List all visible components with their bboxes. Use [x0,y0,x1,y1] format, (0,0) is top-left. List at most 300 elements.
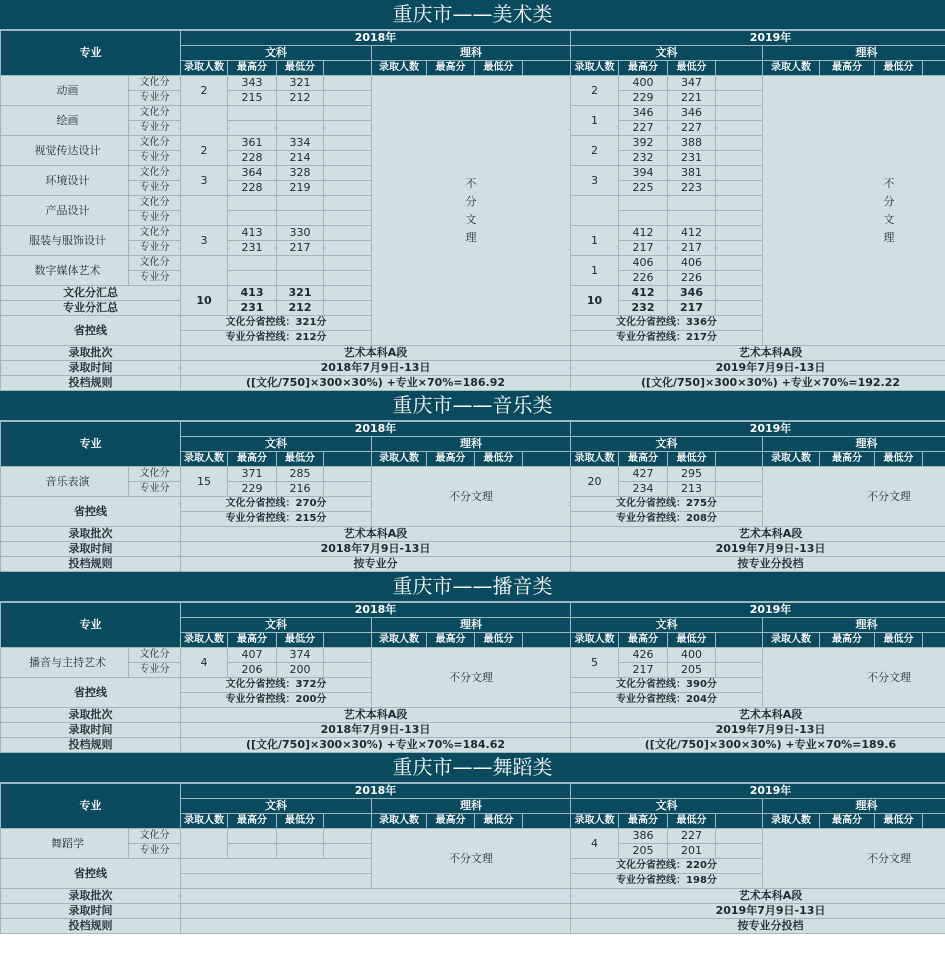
blank-cell [324,136,372,151]
label-control: 省控线 [1,497,181,527]
culture-min-2018 [277,106,324,121]
blank-cell [324,166,372,181]
label-batch: 录取批次 [1,708,181,723]
sub-label-prof: 专业分 [129,211,181,226]
label-batch: 录取批次 [1,889,181,904]
culture-max-2019: 392 [619,136,668,151]
blank-cell [324,181,372,196]
section-0 [0,0,945,391]
prof-min-2019: 213 [668,482,716,497]
enroll-2018 [181,106,228,136]
culture-min-2019 [668,196,716,211]
not-split-char: 分 [883,194,895,208]
section-2 [0,572,945,753]
prof-max-2018: 228 [228,151,277,166]
not-split-char: 文 [465,212,477,226]
header-min: 最低分 [875,452,923,467]
not-split-2018 [372,76,571,346]
table-row [1,648,945,663]
header-enroll: 录取人数 [571,61,619,76]
prof-max-2019: 234 [619,482,668,497]
culture-min-2019: 381 [668,166,716,181]
section-title: 重庆市——舞蹈类 [0,753,945,783]
header-min: 最低分 [875,633,923,648]
batch-2018 [181,889,571,904]
prof-max-2018: 228 [228,181,277,196]
control-prof-2018: 专业分省控线：215分 [181,512,372,527]
prof-min-2019: 221 [668,91,716,106]
culture-max-2018 [228,829,277,844]
header-max: 最高分 [228,633,277,648]
sub-label-prof: 专业分 [129,482,181,497]
sum-prof-min-2019: 217 [668,301,716,316]
prof-max-2018 [228,844,277,859]
header-max: 最高分 [820,452,875,467]
header-wen: 文科 [181,46,372,61]
label-time: 录取时间 [1,904,181,919]
time-2018: 2018年7月9日-13日 [181,542,571,557]
header-enroll: 录取人数 [181,452,228,467]
batch-2018: 艺术本科A段 [181,527,571,542]
not-split-char: 分 [465,194,477,208]
sub-label-culture: 文化分 [129,648,181,663]
header-major: 专业 [1,784,181,829]
header-max: 最高分 [619,452,668,467]
header-enroll: 录取人数 [372,452,427,467]
header-enroll: 录取人数 [571,452,619,467]
rule-2019: 按专业分投档 [571,919,945,934]
blank-cell [716,121,763,136]
blank-cell [324,241,372,256]
prof-max-2019: 226 [619,271,668,286]
major-name: 舞蹈学 [1,829,129,859]
sub-label-prof: 专业分 [129,181,181,196]
time-2019: 2019年7月9日-13日 [571,904,945,919]
not-split-char: 不 [883,176,895,190]
culture-min-2018: 330 [277,226,324,241]
header-enroll: 录取人数 [181,633,228,648]
sum-culture-min-2019: 346 [668,286,716,301]
culture-max-2019: 427 [619,467,668,482]
sub-label-culture: 文化分 [129,106,181,121]
culture-max-2018: 361 [228,136,277,151]
prof-min-2018 [277,844,324,859]
header-blank [523,61,571,76]
enroll-2019 [571,196,619,226]
not-split-2019: 不分文理 [763,467,945,527]
prof-min-2019: 227 [668,121,716,136]
header-max: 最高分 [427,452,475,467]
rule-2018: ([文化/750]×300×30%) +专业×70%=186.92 [181,376,571,391]
sub-label-culture: 文化分 [129,256,181,271]
header-max: 最高分 [427,61,475,76]
enroll-2019: 5 [571,648,619,678]
header-blank [923,633,945,648]
prof-max-2018 [228,211,277,226]
blank-cell [716,467,763,482]
score-table [0,421,945,572]
header-blank [923,61,945,76]
blank-cell [716,482,763,497]
sum-prof-max-2019: 232 [619,301,668,316]
blank-cell [716,181,763,196]
header-major: 专业 [1,422,181,467]
prof-min-2019: 217 [668,241,716,256]
table-row [1,467,945,482]
header-enroll: 录取人数 [763,61,820,76]
prof-min-2019: 201 [668,844,716,859]
not-split-char: 不 [465,176,477,190]
sum-culture-min-2018: 321 [277,286,324,301]
culture-min-2018: 321 [277,76,324,91]
blank-cell [716,226,763,241]
header-wen: 文科 [181,618,372,633]
blank-cell [716,301,763,316]
rule-2019: ([文化/750]×300×30%) +专业×70%=192.22 [571,376,945,391]
control-culture-2018: 文化分省控线：372分 [181,678,372,693]
blank-cell [324,196,372,211]
prof-max-2018 [228,121,277,136]
header-blank [324,452,372,467]
header-max: 最高分 [427,814,475,829]
control-culture-2019: 文化分省控线：220分 [571,859,763,874]
sub-label-culture: 文化分 [129,196,181,211]
header-year-2019: 2019年 [571,784,945,799]
culture-max-2018: 364 [228,166,277,181]
sub-label-culture: 文化分 [129,467,181,482]
blank-cell [716,829,763,844]
prof-max-2018: 215 [228,91,277,106]
blank-cell [324,286,372,301]
major-name: 产品设计 [1,196,129,226]
prof-min-2019: 205 [668,663,716,678]
header-blank [716,814,763,829]
blank-cell [716,166,763,181]
culture-max-2018 [228,106,277,121]
header-wen: 文科 [571,618,763,633]
prof-min-2018: 214 [277,151,324,166]
culture-min-2019: 346 [668,106,716,121]
culture-max-2018 [228,196,277,211]
prof-min-2019: 223 [668,181,716,196]
prof-max-2019: 225 [619,181,668,196]
enroll-2019: 1 [571,226,619,256]
blank-cell [324,91,372,106]
label-batch: 录取批次 [1,527,181,542]
section-title: 重庆市——音乐类 [0,391,945,421]
prof-min-2018: 200 [277,663,324,678]
control-culture-2018 [181,859,372,874]
control-prof-2018 [181,874,372,889]
culture-min-2018 [277,256,324,271]
header-enroll: 录取人数 [372,633,427,648]
header-min: 最低分 [668,814,716,829]
blank-cell [324,648,372,663]
blank-cell [716,76,763,91]
blank-cell [324,121,372,136]
header-min: 最低分 [875,814,923,829]
batch-2018: 艺术本科A段 [181,346,571,361]
header-major: 专业 [1,31,181,76]
header-li: 理科 [372,46,571,61]
section-title: 重庆市——美术类 [0,0,945,30]
sub-label-culture: 文化分 [129,829,181,844]
culture-max-2019: 406 [619,256,668,271]
header-enroll: 录取人数 [372,61,427,76]
rule-2019: 按专业分投档 [571,557,945,572]
culture-min-2018 [277,829,324,844]
culture-min-2019: 400 [668,648,716,663]
prof-min-2018 [277,121,324,136]
not-split-2019: 不分文理 [763,648,945,708]
control-prof-2019: 专业分省控线：208分 [571,512,763,527]
prof-min-2018: 212 [277,91,324,106]
not-split-char: 理 [465,230,477,244]
header-year-2018: 2018年 [181,422,571,437]
major-name: 绘画 [1,106,129,136]
major-name: 服装与服饰设计 [1,226,129,256]
header-wen: 文科 [571,46,763,61]
batch-2019: 艺术本科A段 [571,527,945,542]
blank-cell [324,151,372,166]
culture-max-2018: 413 [228,226,277,241]
header-wen: 文科 [181,437,372,452]
control-culture-2019: 文化分省控线：275分 [571,497,763,512]
header-blank [324,814,372,829]
prof-max-2018: 231 [228,241,277,256]
header-min: 最低分 [875,61,923,76]
header-li: 理科 [372,799,571,814]
prof-min-2018 [277,211,324,226]
section-title: 重庆市——播音类 [0,572,945,602]
prof-min-2018: 219 [277,181,324,196]
blank-cell [324,829,372,844]
label-rule: 投档规则 [1,376,181,391]
sub-label-culture: 文化分 [129,76,181,91]
header-blank [716,452,763,467]
header-enroll: 录取人数 [181,61,228,76]
enroll-2018: 2 [181,136,228,166]
prof-max-2019: 229 [619,91,668,106]
header-min: 最低分 [277,814,324,829]
header-blank [923,452,945,467]
header-major: 专业 [1,603,181,648]
header-enroll: 录取人数 [181,814,228,829]
culture-min-2019: 406 [668,256,716,271]
section-3 [0,753,945,934]
not-split-2018: 不分文理 [372,648,571,708]
culture-max-2019 [619,196,668,211]
header-blank [324,61,372,76]
prof-max-2019: 217 [619,663,668,678]
culture-max-2018 [228,256,277,271]
prof-max-2019 [619,211,668,226]
culture-min-2018: 334 [277,136,324,151]
enroll-2019: 3 [571,166,619,196]
not-split-2018: 不分文理 [372,829,571,889]
enroll-2019: 1 [571,256,619,286]
control-culture-2019: 文化分省控线：390分 [571,678,763,693]
blank-cell [716,648,763,663]
enroll-2018 [181,196,228,226]
score-table [0,30,945,391]
blank-cell [716,136,763,151]
prof-max-2018 [228,271,277,286]
enroll-2019: 20 [571,467,619,497]
label-control: 省控线 [1,859,181,889]
sub-label-prof: 专业分 [129,151,181,166]
sub-label-culture: 文化分 [129,136,181,151]
enroll-2018: 15 [181,467,228,497]
header-min: 最低分 [475,452,523,467]
blank-cell [324,226,372,241]
blank-cell [716,151,763,166]
header-blank [716,61,763,76]
culture-max-2019: 346 [619,106,668,121]
label-rule: 投档规则 [1,738,181,753]
sum-culture-max-2019: 412 [619,286,668,301]
control-culture-2018: 文化分省控线：270分 [181,497,372,512]
culture-max-2019: 400 [619,76,668,91]
section-1 [0,391,945,572]
control-culture-2019: 文化分省控线：336分 [571,316,763,331]
header-min: 最低分 [277,61,324,76]
blank-cell [324,271,372,286]
label-rule: 投档规则 [1,919,181,934]
header-max: 最高分 [228,452,277,467]
header-year-2018: 2018年 [181,784,571,799]
header-blank [716,633,763,648]
culture-min-2018 [277,196,324,211]
header-wen: 文科 [181,799,372,814]
header-min: 最低分 [668,452,716,467]
prof-min-2019 [668,211,716,226]
header-min: 最低分 [475,814,523,829]
blank-cell [716,211,763,226]
header-year-2018: 2018年 [181,603,571,618]
sum-prof-min-2018: 212 [277,301,324,316]
time-2018: 2018年7月9日-13日 [181,723,571,738]
enroll-2018 [181,256,228,286]
label-rule: 投档规则 [1,557,181,572]
blank-cell [716,196,763,211]
table-row [1,829,945,844]
blank-cell [324,844,372,859]
sub-label-culture: 文化分 [129,166,181,181]
culture-max-2018: 371 [228,467,277,482]
prof-min-2019: 226 [668,271,716,286]
prof-min-2018: 217 [277,241,324,256]
sub-label-prof: 专业分 [129,271,181,286]
culture-min-2019: 227 [668,829,716,844]
sub-label-prof: 专业分 [129,121,181,136]
header-min: 最低分 [668,633,716,648]
header-max: 最高分 [820,633,875,648]
blank-cell [716,241,763,256]
header-year-2019: 2019年 [571,31,945,46]
major-name: 动画 [1,76,129,106]
blank-cell [716,106,763,121]
header-blank [324,633,372,648]
batch-2019: 艺术本科A段 [571,346,945,361]
culture-max-2019: 412 [619,226,668,241]
blank-cell [324,211,372,226]
blank-cell [716,844,763,859]
prof-max-2018: 206 [228,663,277,678]
label-batch: 录取批次 [1,346,181,361]
blank-cell [716,286,763,301]
culture-min-2019: 295 [668,467,716,482]
major-name: 数字媒体艺术 [1,256,129,286]
not-split-char: 理 [883,230,895,244]
culture-min-2019: 388 [668,136,716,151]
control-culture-2018: 文化分省控线：321分 [181,316,372,331]
time-2019: 2019年7月9日-13日 [571,361,945,376]
header-max: 最高分 [228,814,277,829]
blank-cell [324,76,372,91]
header-li: 理科 [763,437,945,452]
sub-label-prof: 专业分 [129,663,181,678]
rule-2018 [181,919,571,934]
not-split-2019: 不分文理 [763,829,945,889]
header-enroll: 录取人数 [571,633,619,648]
header-year-2018: 2018年 [181,31,571,46]
time-2019: 2019年7月9日-13日 [571,723,945,738]
not-split-2019 [763,76,945,346]
time-2019: 2019年7月9日-13日 [571,542,945,557]
rule-2018: ([文化/750]×300×30%) +专业×70%=184.62 [181,738,571,753]
blank-cell [716,271,763,286]
header-li: 理科 [372,437,571,452]
culture-max-2019: 426 [619,648,668,663]
header-blank [523,633,571,648]
header-blank [523,452,571,467]
enroll-2019: 2 [571,136,619,166]
sub-label-prof: 专业分 [129,91,181,106]
sum-enroll-2019: 10 [571,286,619,316]
rule-2018: 按专业分 [181,557,571,572]
header-enroll: 录取人数 [372,814,427,829]
culture-max-2018: 343 [228,76,277,91]
sum-culture-max-2018: 413 [228,286,277,301]
major-name: 播音与主持艺术 [1,648,129,678]
header-li: 理科 [763,799,945,814]
control-prof-2019: 专业分省控线：204分 [571,693,763,708]
blank-cell [324,301,372,316]
blank-cell [324,663,372,678]
header-max: 最高分 [619,61,668,76]
batch-2019: 艺术本科A段 [571,889,945,904]
header-max: 最高分 [427,633,475,648]
blank-cell [324,256,372,271]
header-li: 理科 [372,618,571,633]
major-name: 视觉传达设计 [1,136,129,166]
prof-min-2018: 216 [277,482,324,497]
enroll-2018: 2 [181,76,228,106]
enroll-2019: 2 [571,76,619,106]
header-max: 最高分 [820,61,875,76]
blank-cell [716,663,763,678]
control-prof-2018: 专业分省控线：200分 [181,693,372,708]
control-prof-2019: 专业分省控线：217分 [571,331,763,346]
header-enroll: 录取人数 [763,633,820,648]
sub-label-prof: 专业分 [129,844,181,859]
prof-min-2019: 231 [668,151,716,166]
sub-label-culture: 文化分 [129,226,181,241]
time-2018: 2018年7月9日-13日 [181,361,571,376]
header-min: 最低分 [277,633,324,648]
header-max: 最高分 [820,814,875,829]
